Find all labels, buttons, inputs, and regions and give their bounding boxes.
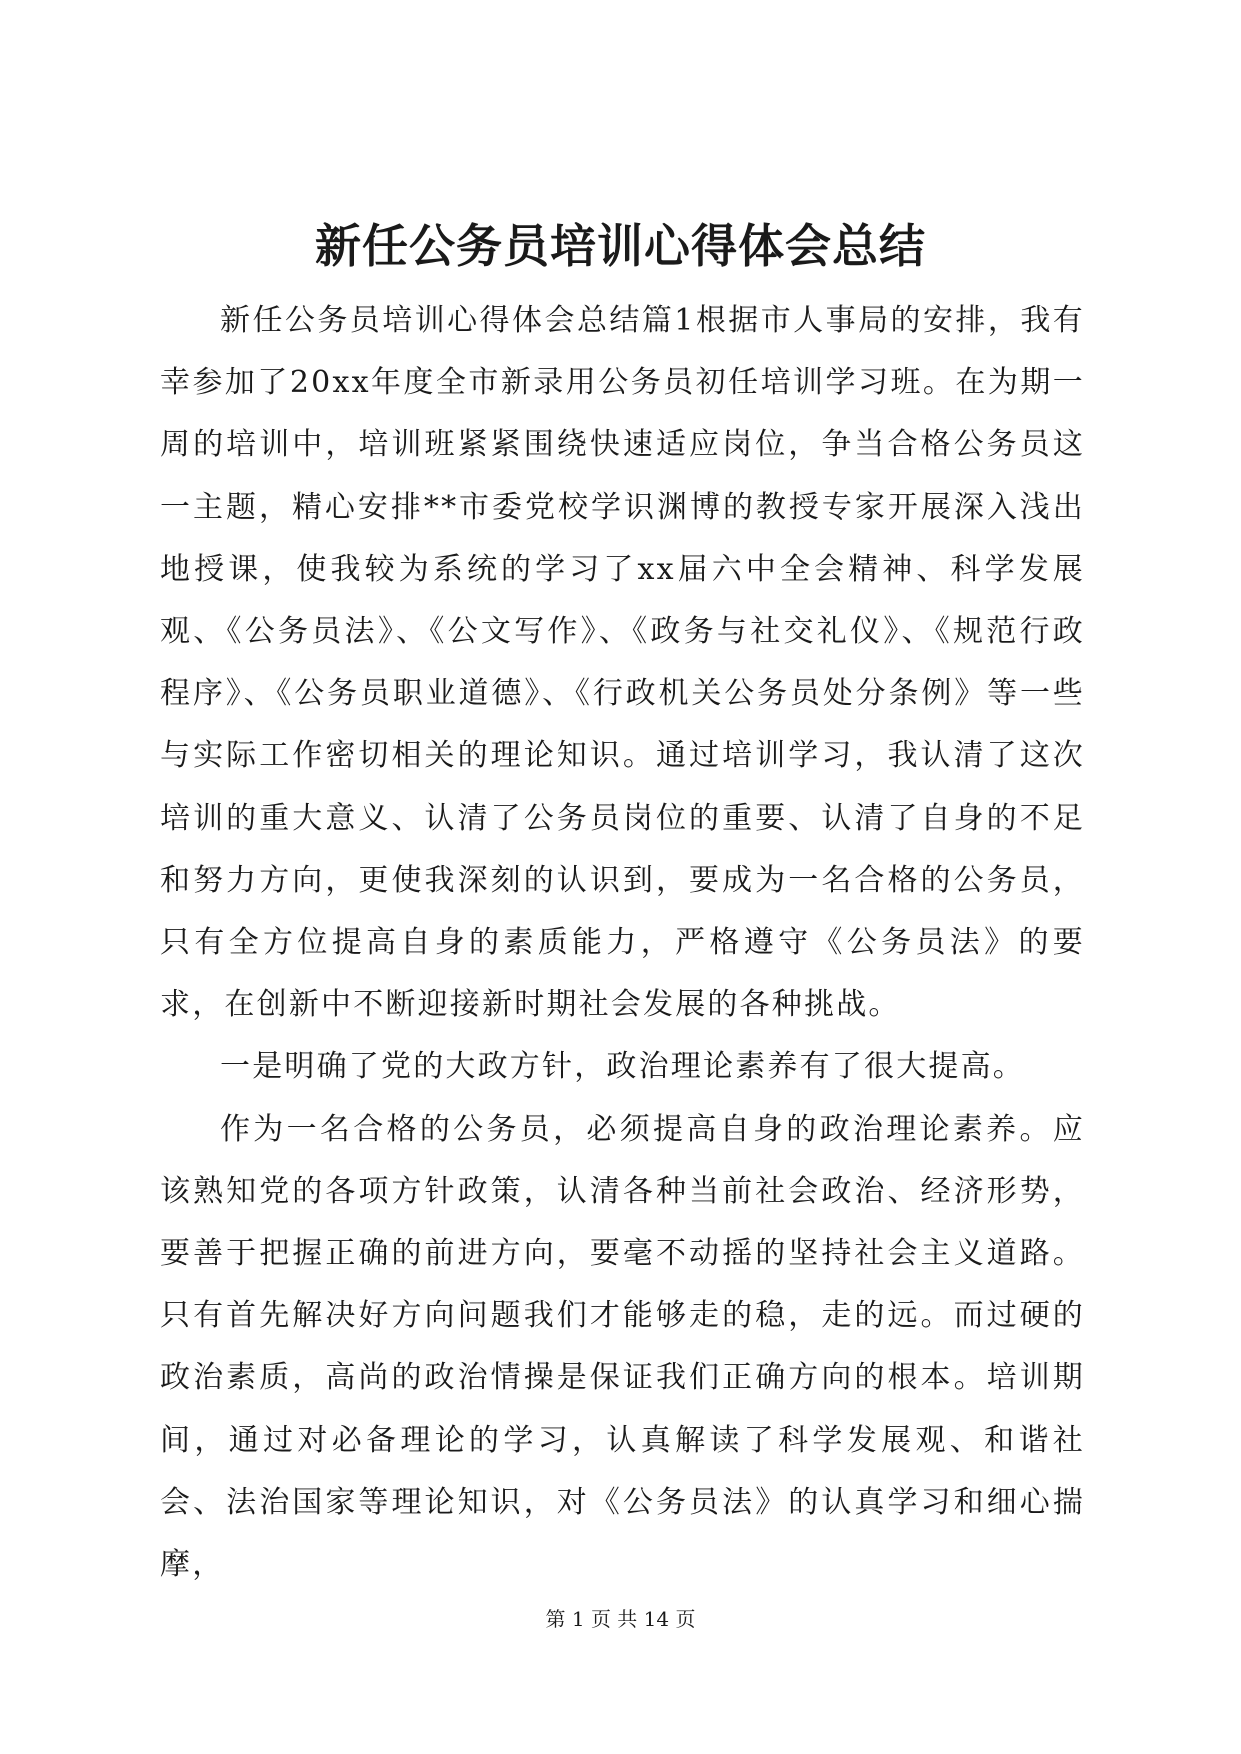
page-number-footer: 第 1 页 共 14 页 — [545, 1607, 696, 1631]
document-body — [160, 290, 1085, 1596]
paragraph-intro: 新任公务员培训心得体会总结篇1根据市人事局的安排，我有幸参加了20xx年度全市新录用公务员初任培训学习班。在为期一周的培训中，培训班紧紧围绕快速适应岗位，争当合格公务员这一主题，精心安排**市委党校学识渊博的教授专家开展深入浅出地授课，使我较为系统的学习了xx届六中全会精神、科学发展观、《公务员法》、《公文写作》、《政务与社交礼仪》、《规范行政程序》、《公务员职业道德》、《行政机关公务员处分条例》等一些与实际工作密切相关的理论知识。通过培训学习，我认清了这次培训的重大意义、认清了公务员岗位的重要、认清了自身的不足和努力方向，更使我深刻的认识到，要成为一名合格的公务员，只有全方位提高自身的素质能力，严格遵守《公务员法》的要求，在创新中不断迎接新时期社会发展的各种挑战。 — [160, 303, 1085, 1023]
paragraph-political-theory: 作为一名合格的公务员，必须提高自身的政治理论素养。应该熟知党的各项方针政策，认清各种当前社会政治、经济形势，要善于把握正确的前进方向，要毫不动摇的坚持社会主义道路。只有首先解决好方向问题我们才能够走的稳，走的远。而过硬的政治素质，高尚的政治情操是保证我们正确方向的根本。培训期间，通过对必备理论的学习，认真解读了科学发展观、和谐社会、法治国家等理论知识，对《公务员法》的认真学习和细心揣摩， — [160, 1111, 1085, 1583]
paragraph-point-one-heading: 一是明确了党的大政方针，政治理论素养有了很大提高。 — [220, 1049, 1025, 1085]
document-title: 新任公务员培训心得体会总结 — [315, 219, 926, 273]
